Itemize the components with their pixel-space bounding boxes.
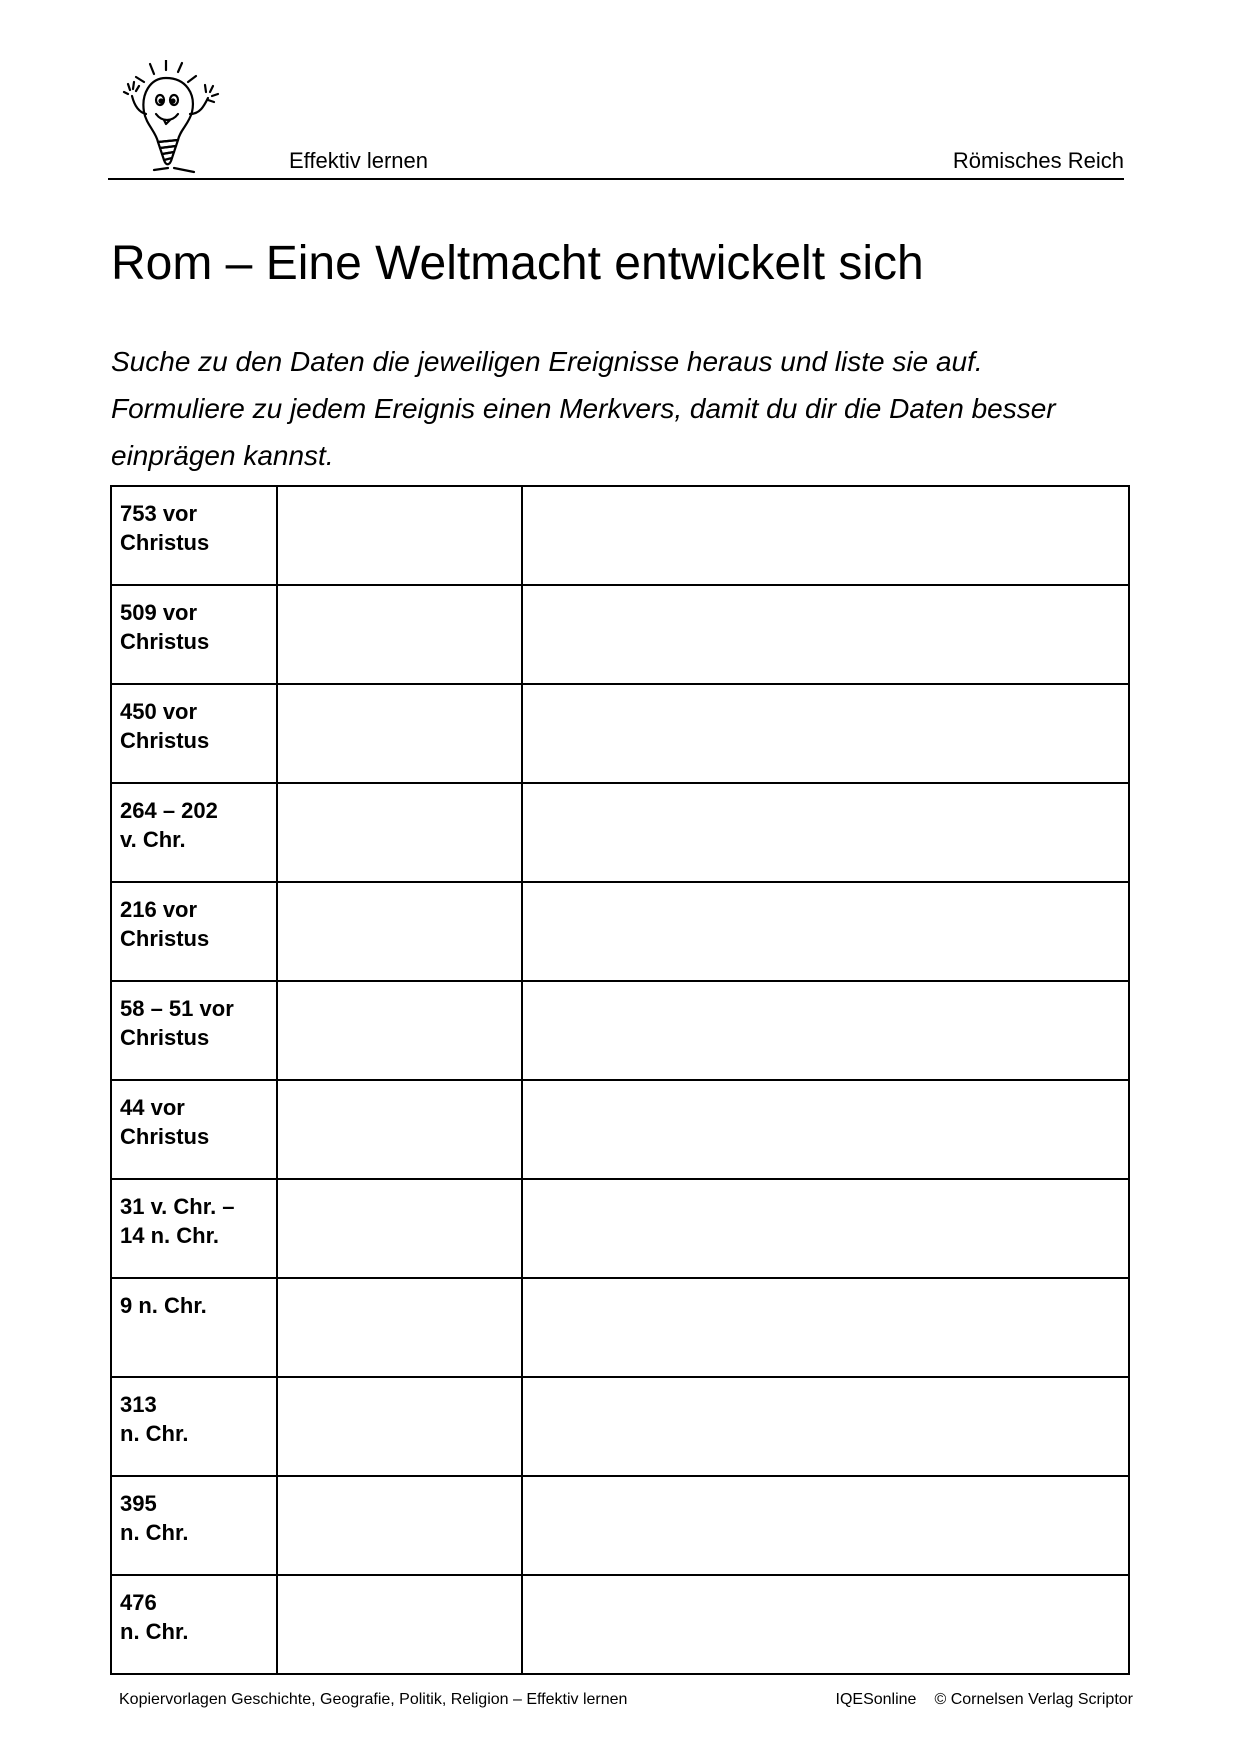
date-cell [111,684,277,783]
date-line-1: 476 [120,1590,157,1615]
verse-answer-cell[interactable] [522,1080,1129,1179]
header-topic-label: Römisches Reich [952,148,1124,173]
date-line-1: 44 vor [120,1095,185,1120]
date-cell [111,882,277,981]
event-answer-cell[interactable] [277,882,522,981]
date-line-2: n. Chr. [120,1421,189,1446]
table-row [111,1080,1129,1179]
footer-copyright: © Cornelsen Verlag Scriptor [934,1691,1133,1708]
verse-answer-cell[interactable] [522,1278,1129,1377]
event-answer-cell[interactable] [277,486,522,585]
table-row [111,783,1129,882]
table-row [111,1377,1129,1476]
date-line-2: Christus [120,926,210,951]
date-line-2: Christus [120,1124,210,1149]
table-row [111,585,1129,684]
page-header [108,60,1124,180]
event-answer-cell[interactable] [277,1278,522,1377]
date-cell [111,1080,277,1179]
event-answer-cell[interactable] [277,1575,522,1674]
date-line-2: n. Chr. [120,1619,189,1644]
event-answer-cell[interactable] [277,783,522,882]
date-cell [111,486,277,585]
event-answer-cell[interactable] [277,981,522,1080]
verse-answer-cell[interactable] [522,1179,1129,1278]
timeline-table [110,485,1130,1675]
event-answer-cell[interactable] [277,1080,522,1179]
table-row [111,1575,1129,1674]
event-answer-cell[interactable] [277,1179,522,1278]
date-line-2: 14 n. Chr. [120,1223,220,1248]
table-row [111,1179,1129,1278]
lightbulb-mascot-icon [114,60,228,176]
date-line-2: Christus [120,1025,210,1050]
instructions-text: Suche zu den Daten die jeweiligen Ereignisse heraus und liste sie auf. Formuliere zu jedem Ereignis einen Merkvers, damit du dir die Daten besser einprägen kannst. [111,346,1056,471]
footer-publisher [836,1691,1133,1709]
date-line-1: 395 [120,1491,157,1516]
verse-answer-cell[interactable] [522,1476,1129,1575]
date-line-2: Christus [120,530,210,555]
event-answer-cell[interactable] [277,684,522,783]
verse-answer-cell[interactable] [522,1575,1129,1674]
verse-answer-cell[interactable] [522,783,1129,882]
date-line-2: Christus [120,629,210,654]
verse-answer-cell[interactable] [522,585,1129,684]
date-cell [111,1476,277,1575]
date-line-1: 216 vor [120,897,198,922]
verse-answer-cell[interactable] [522,882,1129,981]
verse-answer-cell[interactable] [522,486,1129,585]
table-row [111,882,1129,981]
date-cell [111,1377,277,1476]
date-cell [111,783,277,882]
date-line-2: Christus [120,728,210,753]
page-title: Rom – Eine Weltmacht entwickelt sich [111,237,924,290]
date-line-1: 450 vor [120,699,198,724]
date-cell [111,585,277,684]
date-cell [111,1179,277,1278]
verse-answer-cell[interactable] [522,684,1129,783]
event-answer-cell[interactable] [277,585,522,684]
header-series-label: Effektiv lernen [289,148,429,173]
event-answer-cell[interactable] [277,1476,522,1575]
table-row [111,684,1129,783]
date-line-1: 264 – 202 [120,798,218,823]
date-cell [111,981,277,1080]
date-line-2: v. Chr. [120,827,186,852]
table-row [111,486,1129,585]
date-cell [111,1278,277,1377]
date-line-1: 9 n. Chr. [120,1293,207,1318]
event-answer-cell[interactable] [277,1377,522,1476]
date-line-1: 58 – 51 vor [120,996,234,1021]
table-row [111,1476,1129,1575]
verse-answer-cell[interactable] [522,981,1129,1080]
footer-site-label: IQESonline [835,1691,917,1708]
date-line-2: n. Chr. [120,1520,189,1545]
footer-series-text: Kopiervorlagen Geschichte, Geografie, Politik, Religion – Effektiv lernen [119,1691,628,1708]
date-line-1: 753 vor [120,501,198,526]
date-line-1: 509 vor [120,600,198,625]
date-line-1: 31 v. Chr. – [120,1194,235,1219]
table-row [111,981,1129,1080]
date-line-1: 313 [120,1392,157,1417]
verse-answer-cell[interactable] [522,1377,1129,1476]
date-cell [111,1575,277,1674]
table-row [111,1278,1129,1377]
